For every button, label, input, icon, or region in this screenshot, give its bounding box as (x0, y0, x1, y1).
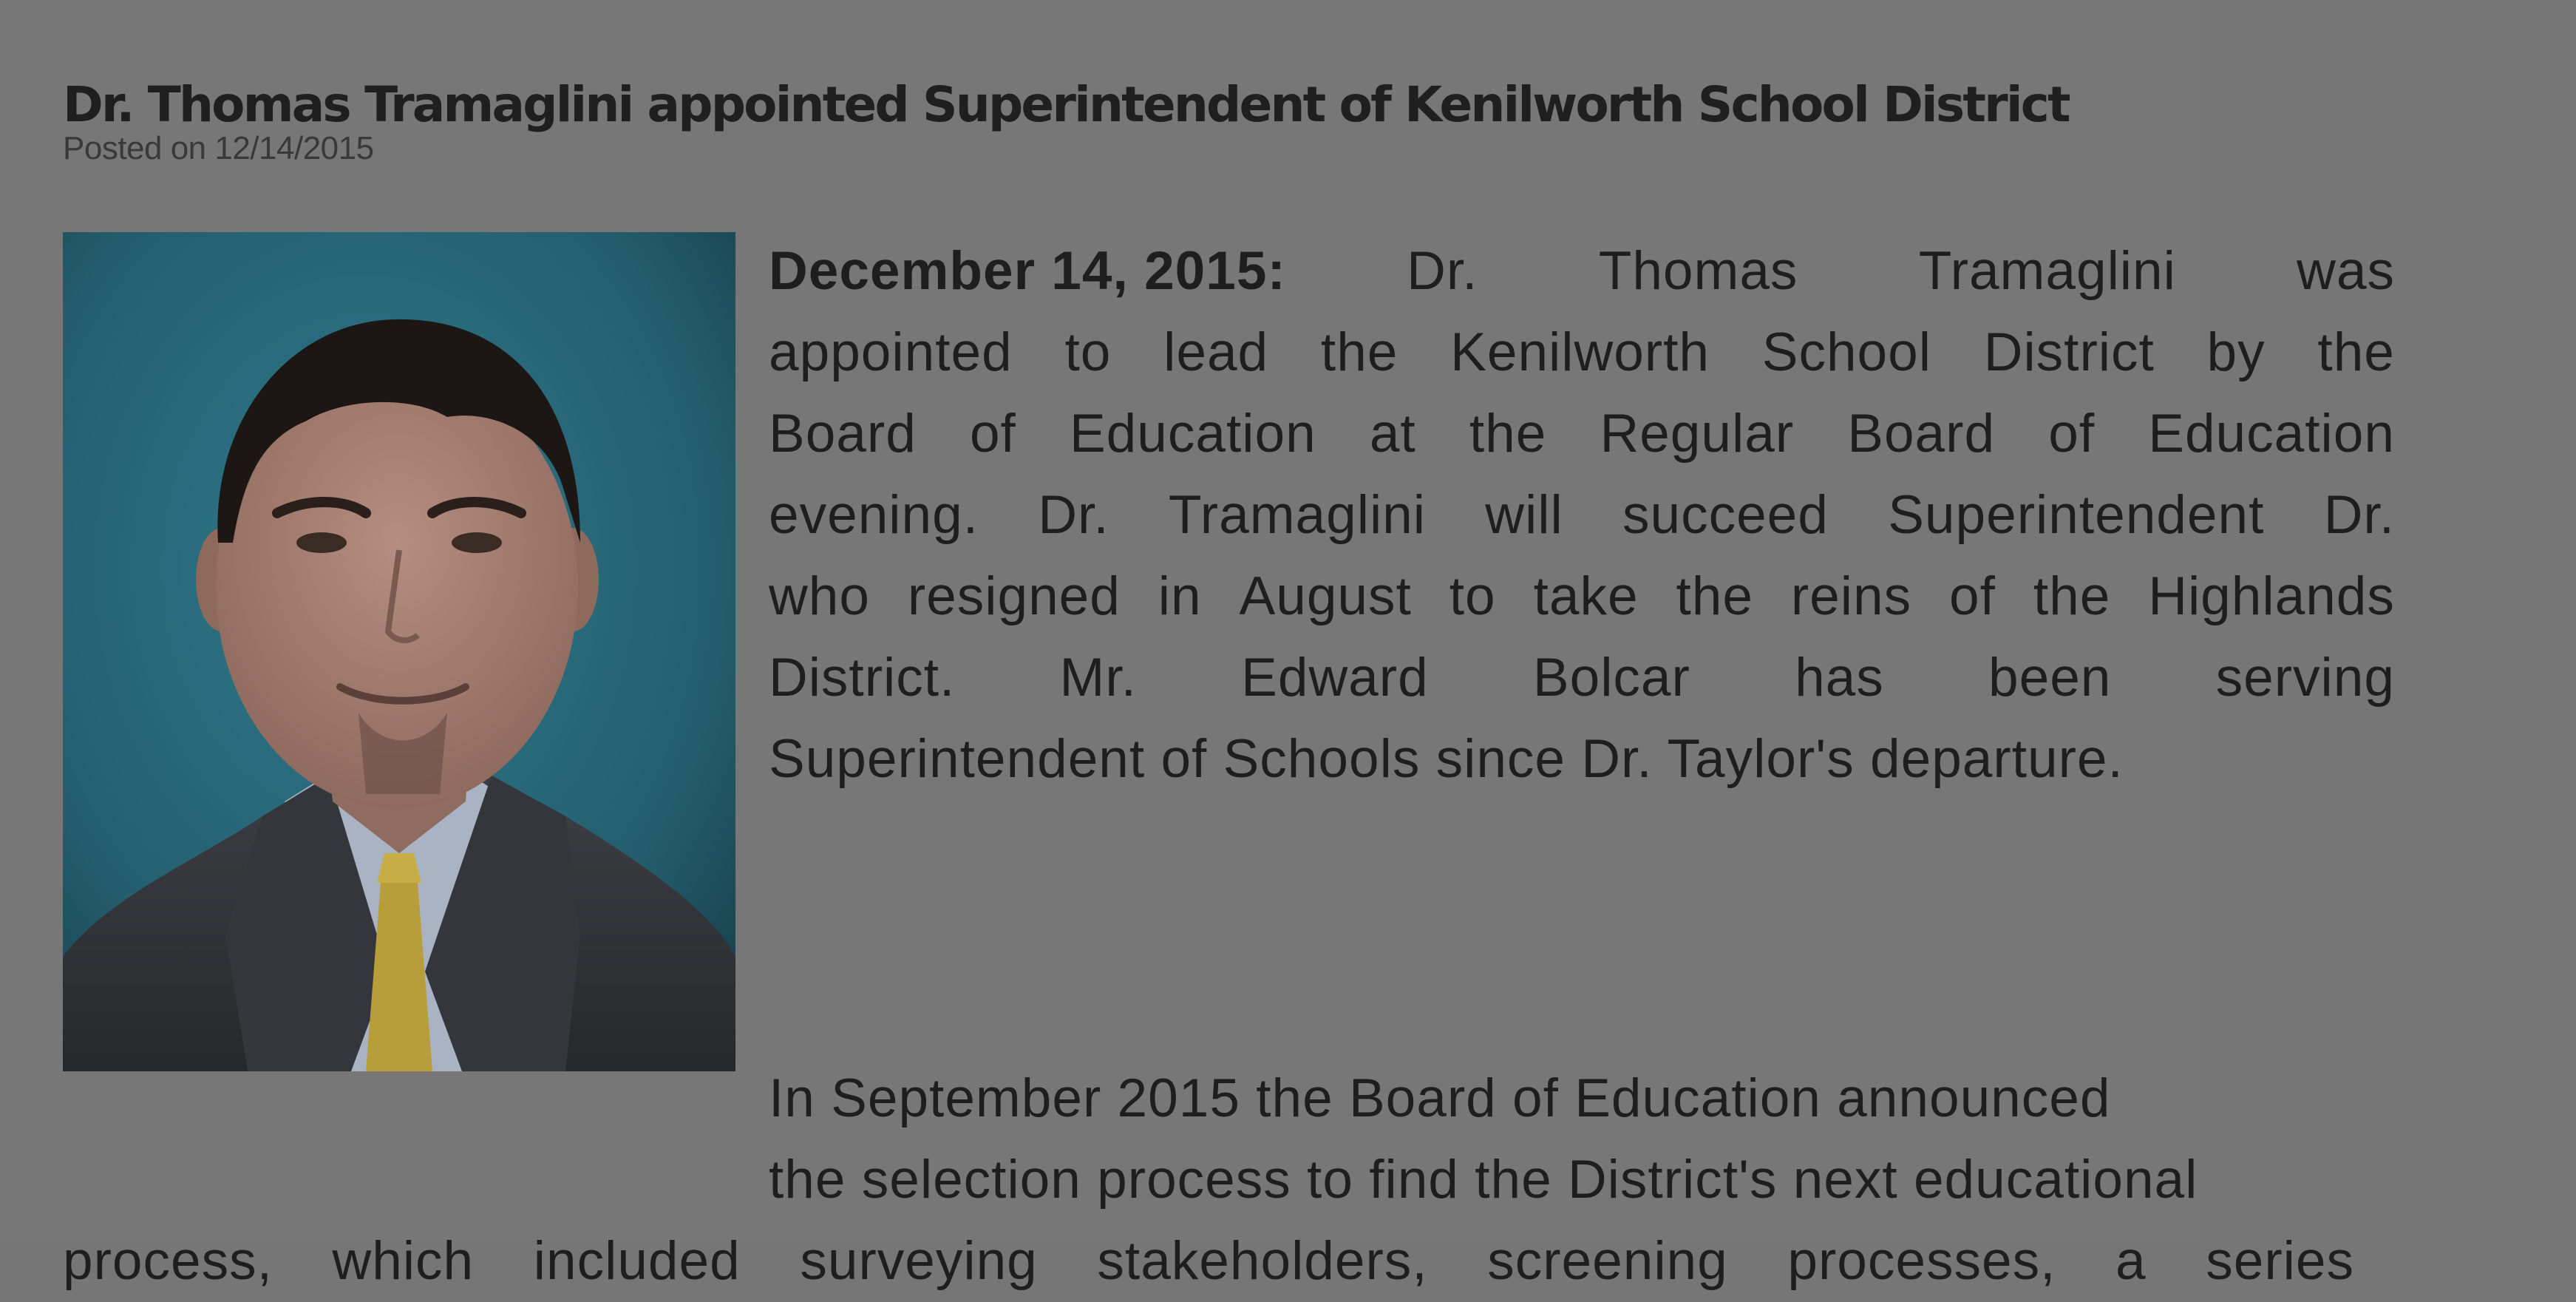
paragraph-word: screening (1487, 1231, 1728, 1291)
paragraph-1-line (769, 393, 2395, 475)
paragraph-1-line (769, 719, 2395, 800)
paragraph-word: was (2297, 241, 2395, 301)
paragraph-word: Dr. (1038, 485, 1109, 545)
news-article (63, 71, 2576, 1291)
paragraph-word: stakeholders, (1097, 1231, 1428, 1291)
paragraph-word: of (1949, 566, 1996, 626)
article-body-paragraph-2 (769, 1058, 2198, 1221)
paragraph-word: in (1158, 566, 1202, 626)
paragraph-word: of (969, 404, 1016, 464)
paragraph-word: Dr. (1407, 241, 1478, 301)
paragraph-word: Board (1847, 404, 1996, 464)
paragraph-word: Highlands (2148, 566, 2395, 626)
paragraph-1-line (769, 556, 2395, 637)
paragraph-word: at (1369, 404, 1416, 464)
article-title[interactable]: Dr. Thomas Tramaglini appointed Superintendent of Kenilworth School District (63, 76, 2069, 133)
paragraph-2-line-2: the selection process to find the District's next educational (769, 1150, 2198, 1210)
paragraph-word: Education (2148, 404, 2395, 464)
paragraph-word: included (533, 1231, 741, 1291)
paragraph-word: will (1485, 485, 1563, 545)
paragraph-word: Mr. (1059, 648, 1137, 708)
paragraph-word: lead (1163, 322, 1269, 382)
paragraph-word: Edward (1241, 648, 1429, 708)
paragraph-word: succeed (1622, 485, 1829, 545)
paragraph-word: Kenilworth (1450, 322, 1710, 382)
paragraph-word: Bolcar (1532, 648, 1690, 708)
paragraph-word: Regular (1600, 404, 1795, 464)
paragraph-word: the (2317, 322, 2395, 382)
paragraph-word: to (1449, 566, 1496, 626)
paragraph-word: resigned (907, 566, 1121, 626)
paragraph-1-line (769, 312, 2395, 393)
paragraph-word: Superintendent (1888, 485, 2265, 545)
paragraph-word: the (1320, 322, 1399, 382)
paragraph-word: to (1064, 322, 1112, 382)
paragraph-word: the (2033, 566, 2111, 626)
paragraph-word: Tramaglini (1168, 485, 1426, 545)
dateline-lead: December 14, 2015: (769, 241, 1286, 301)
paragraph-word: process, (63, 1231, 273, 1291)
paragraph-word: the (1469, 404, 1547, 464)
paragraph-word: District (1983, 322, 2155, 382)
posted-date: Posted on 12/14/2015 (63, 130, 374, 166)
paragraph-word: Thomas (1598, 241, 1798, 301)
paragraph-word: evening. (769, 485, 979, 545)
paragraph-word: Board (769, 404, 917, 464)
paragraph-word: a (2115, 1231, 2147, 1291)
paragraph-word: Tramaglini (1918, 241, 2176, 301)
paragraph-word: which (332, 1231, 475, 1291)
portrait-illustration (63, 232, 735, 1071)
superintendent-photo (63, 232, 735, 1071)
paragraph-1-line (769, 637, 2395, 719)
paragraph-word: has (1795, 648, 1884, 708)
paragraph-word: the (1676, 566, 1753, 626)
paragraph-2-line-3 (63, 1221, 2354, 1302)
paragraph-word: Education (1069, 404, 1316, 464)
paragraph-2-line-1: In September 2015 the Board of Education announced (769, 1068, 2111, 1128)
paragraph-1-line (769, 475, 2395, 556)
paragraph-word: serving (2215, 648, 2395, 708)
paragraph-word: Dr. (2323, 485, 2395, 545)
paragraph-word: processes, (1787, 1231, 2056, 1291)
paragraph-word: reins (1790, 566, 1912, 626)
paragraph-word: take (1533, 566, 1639, 626)
article-body-paragraph-1 (769, 231, 2395, 800)
paragraph-word: District. (769, 648, 956, 708)
paragraph-1-line (769, 231, 2395, 312)
paragraph-word: August (1239, 566, 1412, 626)
paragraph-word: surveying (800, 1231, 1038, 1291)
paragraph-word: been (1988, 648, 2112, 708)
paragraph-2-full-width-line (63, 1221, 2354, 1302)
paragraph-word: of (2048, 404, 2096, 464)
paragraph-word: School (1761, 322, 1931, 382)
paragraph-word: series (2206, 1231, 2354, 1291)
paragraph-word: appointed (769, 322, 1013, 382)
paragraph-word: by (2206, 322, 2266, 382)
paragraph-word: who (769, 566, 870, 626)
paragraph-word: Superintendent of Schools since Dr. Taylor's departure. (769, 729, 2124, 789)
